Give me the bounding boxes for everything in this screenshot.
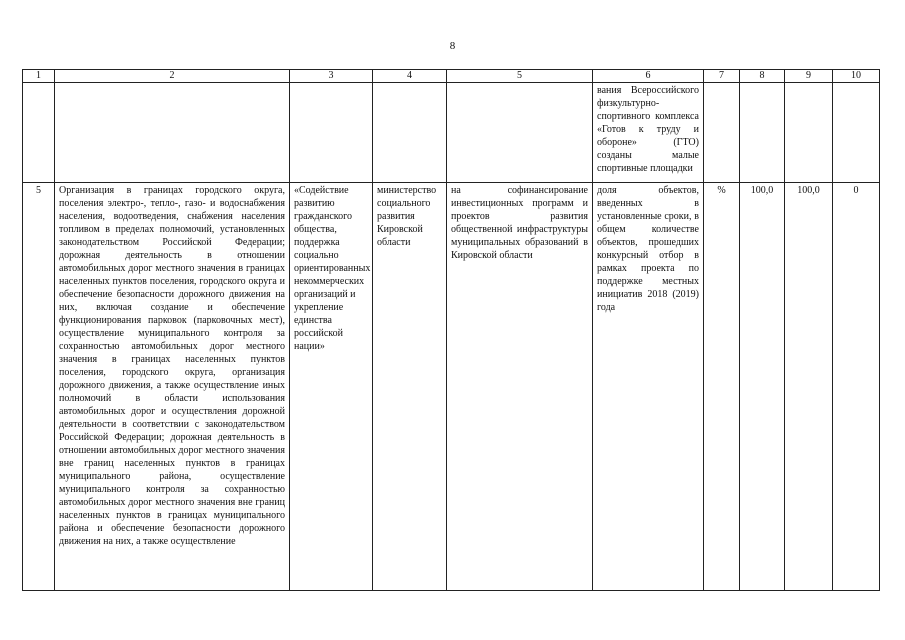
- column-number-cell: 7: [704, 70, 740, 83]
- data-table: [22, 69, 880, 591]
- column-number-cell: 2: [55, 70, 290, 83]
- value-cell-10: 0: [833, 183, 880, 591]
- table-cell: [23, 83, 55, 183]
- table-row-5: [23, 183, 880, 591]
- column-number-row: [23, 70, 880, 83]
- table-cell: [833, 83, 880, 183]
- value-cell-9: 100,0: [785, 183, 833, 591]
- column-number-cell: 5: [447, 70, 593, 83]
- program-cell: «Содействие развитию гражданского общества, поддержка социально ориентированных некоммерческих организаций и укрепление единства российской нации»: [290, 183, 373, 591]
- purpose-cell: на софинансирование инвестиционных программ и проектов развития общественной инфраструктуры муниципальных образований в Кировской области: [447, 183, 593, 591]
- table-cell: [290, 83, 373, 183]
- table-cell: [373, 83, 447, 183]
- value-cell-8: 100,0: [740, 183, 785, 591]
- page-number: 8: [449, 40, 456, 52]
- table-cell: [704, 83, 740, 183]
- table-cell: [740, 83, 785, 183]
- column-number-cell: 8: [740, 70, 785, 83]
- column-number-cell: 10: [833, 70, 880, 83]
- table-cell: [55, 83, 290, 183]
- row-number-cell: 5: [23, 183, 55, 591]
- column-number-cell: 6: [593, 70, 704, 83]
- column-number-cell: 1: [23, 70, 55, 83]
- column-number-cell: 3: [290, 70, 373, 83]
- description-cell: Организация в границах городского округа, поселения электро-, тепло-, газо- и водоснабжения населения, водоотведения, снабжения населения топливом в пределах полномочий, установленных законодательством Российской Федерации; дорожная деятельность в отношении автомобильных дорог местного значения в границах населенных пунктов поселения, городского округа и обеспечение безопасности дорожного движения на них, включая создание и обеспечение функционирования парковок (парковочных мест), осуществление муниципального контроля за сохранностью автомобильных дорог местного значения в границах населенных пунктов поселения, городского округа, организация дорожного движения, а также осуществление иных полномочий в области использования автомобильных дорог и осуществления дорожной деятельности в соответствии с законодательством Российской Федерации; дорожная деятельность в отношении автомобильных дорог местного значения вне границ населенных пунктов в границах муниципального района, осуществление муниципального контроля за сохранностью автомобильных дорог местного значения вне границ населенных пунктов в границах муниципального района и обеспечение безопасности дорожного движения на них, а также осуществление: [55, 183, 290, 591]
- table-row-continued: [23, 83, 880, 183]
- table-cell: [447, 83, 593, 183]
- ministry-cell: министерство социального развития Кировской области: [373, 183, 447, 591]
- unit-cell: %: [704, 183, 740, 591]
- indicator-cell: вания Всероссийского физкультурно-спортивного комплекса «Готов к труду и обороне» (ГТО) созданы малые спортивные площадки: [593, 83, 704, 183]
- column-number-cell: 4: [373, 70, 447, 83]
- indicator-cell: доля объектов, введенных в установленные сроки, в общем количестве объектов, прошедших конкурсный отбор в рамках проекта по поддержке местных инициатив 2018 (2019) года: [593, 183, 704, 591]
- column-number-cell: 9: [785, 70, 833, 83]
- table-cell: [785, 83, 833, 183]
